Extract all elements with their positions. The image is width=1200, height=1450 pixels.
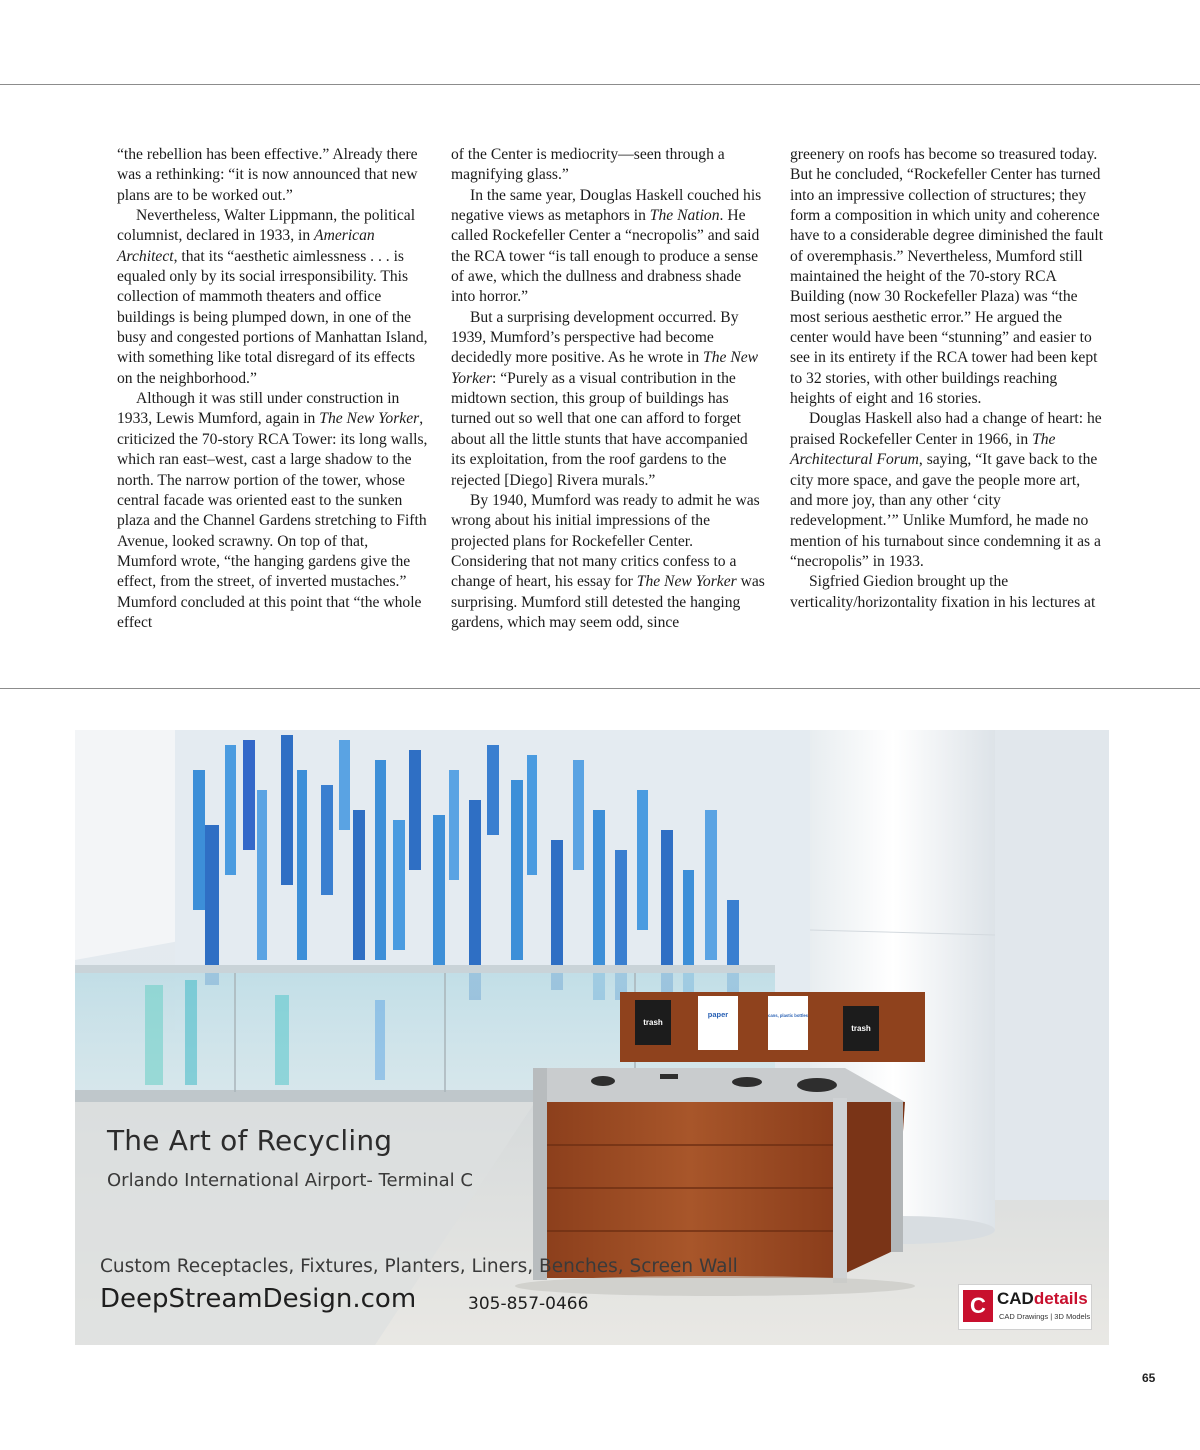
ad-phone-number[interactable]: 305-857-0466 [468, 1294, 589, 1314]
ad-headline: The Art of Recycling [107, 1124, 393, 1157]
article-column-2 [451, 145, 765, 633]
paragraph: Nevertheless, Walter Lippmann, the political columnist, declared in 1933, in American Architect, that its “aesthetic aimlessness . . . is equaled only by its social irresponsibility. This collection of mammoth theaters and office buildings is being plumped down, in one of the busy and congested portions of Manhattan Island, with something like total disregard of its effects on the neighborhood.” [117, 207, 428, 387]
paragraph: greenery on roofs has become so treasured today. But he concluded, “Rockefeller Center has turned into an impressive collection of structures; they form a composition in which unity and coherence have to a considerable degree diminished the fault of overemphasis.” Nevertheless, Mumford still maintained the height of the 70-story RCA Building (now 30 Rockefeller Plaza) was “the most serious aesthetic error.” He argued the center would have been “stunning” and easier to see in its entirety if the RCA tower had been kept to 32 stories, with other buildings reaching heights of eight and 16 stories. [790, 146, 1104, 408]
cad-logo-name: CADdetails [997, 1289, 1088, 1308]
article-column-3 [790, 145, 1104, 613]
top-rule [0, 84, 1200, 85]
ad-photo [75, 730, 1109, 1345]
paragraph: But a surprising development occurred. By 1939, Mumford’s perspective had become decidedly more positive. As he wrote in The New Yorker: “Purely as a visual contribution in the midtown section, this group of buildings has turned out so well that one can afford to forget about all the little stunts that have accompanied its exploitation, from the roof gardens to the rejected [Diego] Rivera murals.” [451, 308, 759, 489]
paragraph: In the same year, Douglas Haskell couched his negative views as metaphors in The Nation. He called Rockefeller Center a “necropolis” and said the RCA tower “is tall enough to produce a sense of awe, which the dullness and drabness shade into horror.” [451, 186, 762, 306]
paragraph: By 1940, Mumford was ready to admit he was wrong about his initial impressions of the projected plans for Rockefeller Center. Considering that not many critics confess to a change of heart, his essay for The New Yorker was surprising. Mumford still detested the hanging gardens, which may seem odd, since [451, 491, 765, 631]
cad-details-logo[interactable] [958, 1284, 1092, 1330]
bin-sign-label: cans, plastic bottles [767, 1013, 809, 1018]
advertisement[interactable] [75, 730, 1109, 1345]
page-number: 65 [1142, 1371, 1156, 1385]
paragraph: “the rebellion has been effective.” Already there was a rethinking: “it is now announced that new plans are to be worked out.” [117, 146, 418, 204]
paragraph: Douglas Haskell also had a change of heart: he praised Rockefeller Center in 1966, in The Architectural Forum, saying, “It gave back to the city more space, and gave the people more art, and more joy, than any other ‘city redevelopment.’” Unlike Mumford, he made no mention of his turnabout since condemning it as a “necropolis” in 1933. [790, 410, 1102, 570]
cad-logo-tagline: CAD Drawings | 3D Models [999, 1312, 1091, 1321]
ad-products-line: Custom Receptacles, Fixtures, Planters, Liners, Benches, Screen Wall [100, 1256, 738, 1277]
bin-sign-label: paper [707, 1010, 729, 1019]
ad-website-link[interactable]: DeepStreamDesign.com [100, 1284, 417, 1314]
ad-subhead: Orlando International Airport- Terminal C [107, 1170, 473, 1191]
cad-logo-icon: C [963, 1290, 993, 1322]
paragraph: of the Center is mediocrity—seen through a magnifying glass.” [451, 146, 725, 184]
section-rule [0, 688, 1200, 689]
paragraph: Although it was still under construction in 1933, Lewis Mumford, again in The New Yorker, criticized the 70-story RCA Tower: its long walls, which ran east–west, cast a large shadow to the north. The narrow portion of the tower, whose central facade was oriented east to the sunken plaza and the Channel Gardens stretching to Fifth Avenue, looked scrawny. On top of that, Mumford wrote, “the hanging gardens give the effect, from the street, of inverted mustaches.” Mumford concluded at this point that “the whole effect [117, 390, 428, 631]
article-column-1 [117, 145, 431, 633]
bin-sign-label: trash [643, 1018, 663, 1027]
paragraph: Sigfried Giedion brought up the verticality/horizontality fixation in his lectures at [790, 573, 1096, 611]
bin-sign-label: trash [851, 1024, 871, 1033]
